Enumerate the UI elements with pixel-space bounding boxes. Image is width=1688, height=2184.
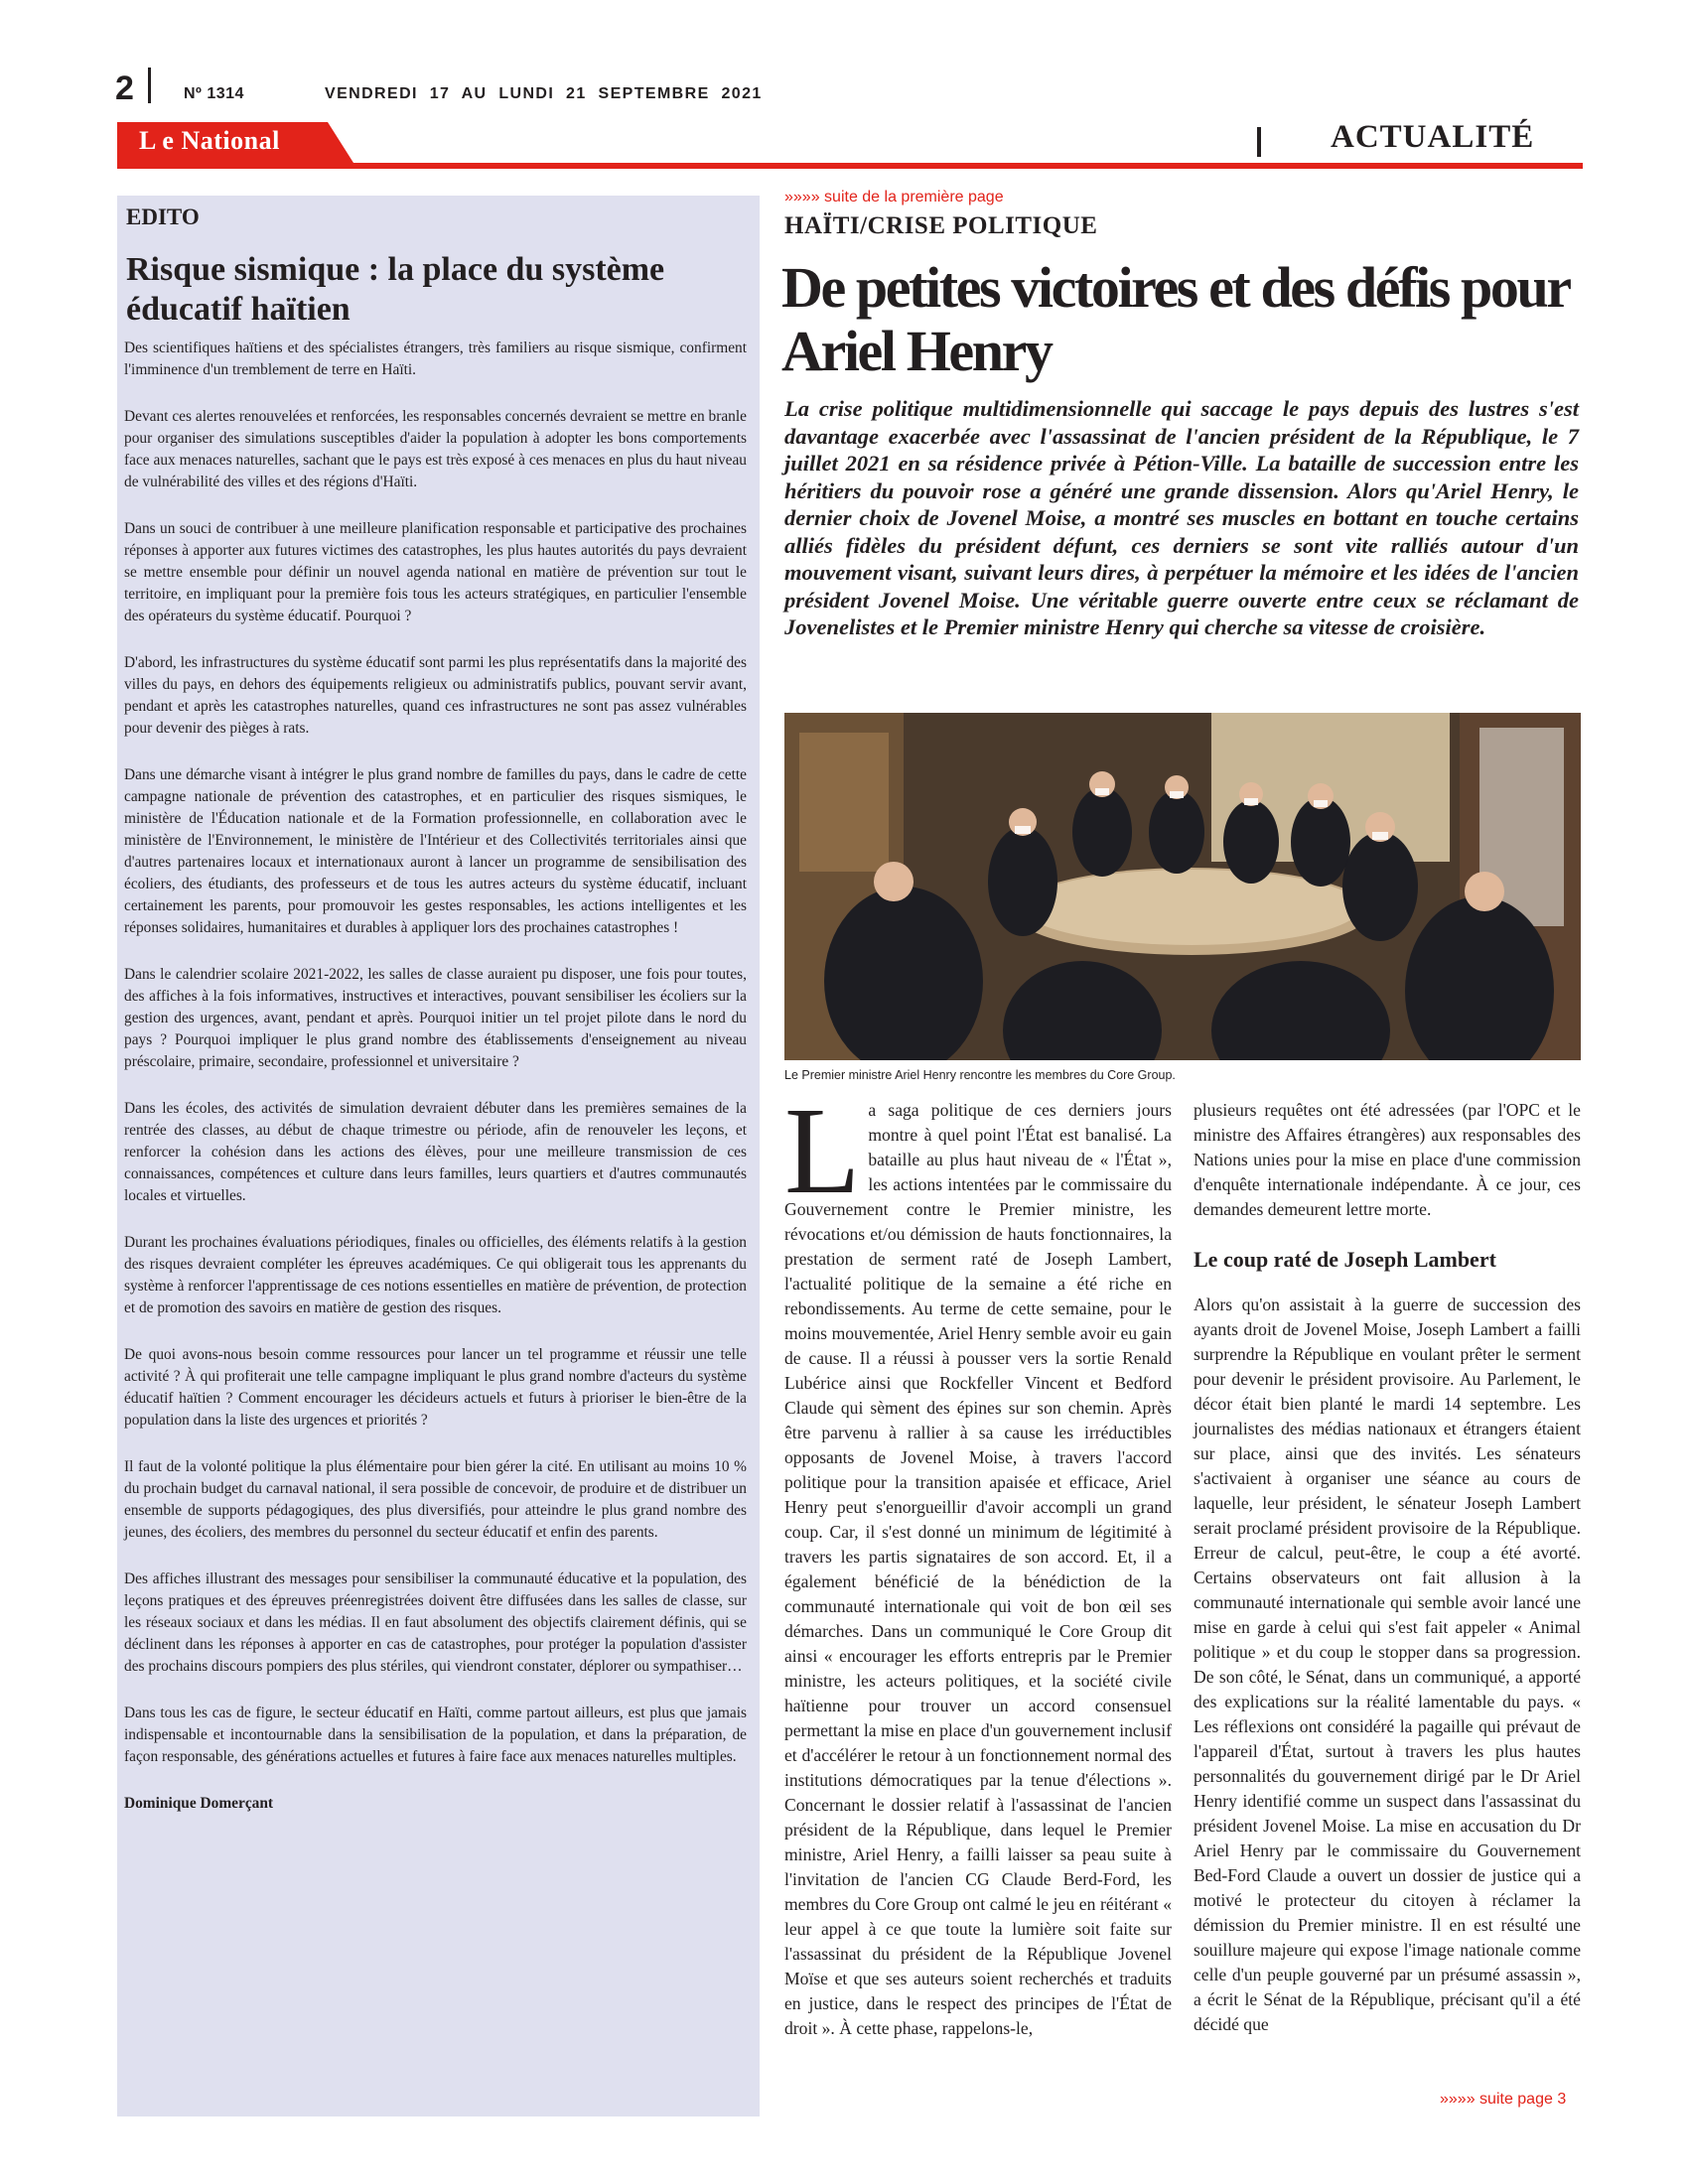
edito-paragraph: Il faut de la volonté politique la plus élémentaire pour bien gérer la cité. En utilisant au moins 10 % du prochain budget du carnaval national, il sera possible de concevoir, de produire et de distribuer un ensemble de supports pédagogiques, des plus diversifiés, pour atteindre le plus grand nombre des jeunes, des écoliers, des membres du personnel du secteur éducatif et enfin des parents. (124, 1458, 747, 1541)
edito-author: Dominique Domerçant (124, 1795, 274, 1812)
section-title: ACTUALITÉ (1331, 119, 1535, 155)
edito-paragraph: Devant ces alertes renouvelées et renforcées, les responsables concernés devraient se mettre en branle pour organiser des simulations susceptibles d'aider la population à adopter les bons comportements face aux menaces naturelles, sachant que le pays est très exposé à ces menaces en plus du haut niveau de vulnérabilité des villes et des régions d'Haïti. (124, 408, 747, 490)
photo-caption: Le Premier ministre Ariel Henry rencontre les membres du Core Group. (784, 1068, 1176, 1082)
article-column-2 (1194, 1098, 1581, 2037)
article-body-2: plusieurs requêtes ont été adressées (par l'OPC et le ministre des Affaires étrangères) aux responsables des Nations unies pour la mise en place d'une commission d'enquête internationale indépendante. À ce jour, ces demandes demeurent lettre morte. (1194, 1100, 1581, 1219)
article-body-1 (784, 1083, 1172, 2041)
newspaper-brand: L e National (139, 126, 280, 155)
edito-paragraph: Des affiches illustrant des messages pour sensibiliser la communauté éducative et la population, des leçons pratiques et des épreuves préenregistrées doivent être diffusées dans les salles de classe, sur les réseaux sociaux et dans les médias. Il en faut absolument des objectifs clairement définis, qui se déclinent dans les réponses à apporter en cas de catastrophes, pour protéger la population d'assister des prochains discours pompiers des plus stériles, qui viendront constater, déplorer ou sympathiser… (124, 1570, 747, 1675)
article-photo (784, 713, 1581, 1060)
edito-paragraph: De quoi avons-nous besoin comme ressources pour lancer un tel programme et réussir une telle activité ? À qui profiterait une telle campagne impliquant le plus grand nombre d'acteurs du système éducatif haïtien ? Comment encourager les décideurs actuels et futurs à prioriser le bien-être de la population dans la liste des urgences et priorités ? (124, 1346, 747, 1429)
continued-from-label: »»»» suite de la première page (784, 189, 1004, 205)
edito-paragraph: Des scientifiques haïtiens et des spécialistes étrangers, très familiers au risque sismique, confirment l'imminence d'un tremblement de terre en Haïti. (124, 340, 747, 378)
section-divider (1257, 127, 1261, 157)
article-column-1 (784, 1083, 1172, 2041)
issue-date: VENDREDI 17 AU LUNDI 21 SEPTEMBRE 2021 (325, 85, 763, 102)
edito-paragraph: Dans un souci de contribuer à une meilleure planification responsable et participative des prochaines réponses à apporter aux futures victimes des catastrophes, les plus hautes autorités du pays devraient se mettre ensemble pour définir un nouvel agenda national en matière de prévention sur tout le territoire, en impliquant pour la première fois tous les acteurs stratégiques, en particulier l'ensemble des opérateurs du système éducatif. Pourquoi ? (124, 520, 747, 624)
edito-paragraph: Dans tous les cas de figure, le secteur éducatif en Haïti, comme partout ailleurs, est plus que jamais indispensable et incontournable dans la sensibilisation de la population, et dans la préparation, de façon responsable, des générations actuelles et futures à faire face aux menaces naturelles multiples. (124, 1705, 747, 1765)
edito-title: Risque sismique : la place du système éducatif haïtien (126, 251, 665, 328)
article-lead: La crise politique multidimensionnelle qui saccage le pays depuis des lustres s'est davantage exacerbée avec l'assassinat de l'ancien président de la République, le 7 juillet 2021 en sa résidence privée à Pétion-Ville. La bataille de succession entre les héritiers du pouvoir rose a généré une grande dissension. Alors qu'Ariel Henry, le dernier choix de Jovenel Moise, a montré ses muscles en bottant en touche certains alliés fidèles du président défunt, ces derniers se sont vite ralliés autour d'un mouvement visant, suivant leurs dires, à perpétuer la mémoire et les idées de l'ancien président Jovenel Moise. Une véritable guerre ouverte entre ceux se réclamant de Jovenelistes et le Premier ministre Henry qui cherche sa vitesse de croisière. (784, 396, 1579, 639)
article-body-3: Alors qu'on assistait à la guerre de succession des ayants droit de Jovenel Moise, Joseph Lambert a failli surprendre la République en voulant prêter le serment pour devenir le président provisoire. Au Parlement, le décor était bien planté le mardi 14 septembre. Les journalistes des médias nationaux et étrangers étaient sur place, ainsi que des invités. Les sénateurs s'activaient à organiser une séance au cours de laquelle, leur président, le sénateur Joseph Lambert serait proclamé président provisoire de la République. Erreur de calcul, peut-être, le coup a été avorté. Certains observateurs ont fait allusion à la communauté internationale qui semble avoir lancé une mise en garde à celui qui s'est fait appeler « Animal politique » et du coup le stopper dans sa progression. De son côté, le Sénat, dans un communiqué, a apporté des explications sur la réalité lamentable du pays. « Les réflexions ont considéré la pagaille qui prévaut de l'appareil d'État, surtout à travers les plus hautes personnalités du gouvernement dirigé par le Dr Ariel Henry identifié comme un suspect dans l'assassinat du président Jovenel Moise. La mise en accusation du Dr Ariel Henry par le commissaire du Gouvernement Bed-Ford Claude a ouvert un dossier de justice qui a motivé le protecteur du citoyen à réclamer la démission du Premier ministre. Il en est résulté une souillure majeure qui expose l'image nationale comme celle d'un peuple gouverné par un présumé assassin », a écrit le Sénat de la République, précisant qu'il a été décidé que (1194, 1295, 1581, 2034)
edito-body (124, 338, 747, 1840)
page-number: 2 (115, 69, 134, 107)
edito-paragraph: Durant les prochaines évaluations périodiques, finales ou officielles, des éléments relatifs à la gestion des risques devraient compléter les épreuves académiques. Ce qui obligerait tous les apprenants du système à renforcer l'apprentissage de ces notions essentielles en matière de prévention, de protection et de promotion des savoirs en matière de gestion des risques. (124, 1234, 747, 1316)
edito-paragraph: D'abord, les infrastructures du système éducatif sont parmi les plus représentatifs dans la majorité des villes du pays, en dehors des équipements religieux ou administratifs publics, pouvant servir avant, pendant et après les catastrophes naturelles, quand ces infrastructures ne sont pas assez vulnérables pour devenir des pièges à rats. (124, 654, 747, 737)
article-subhead: Le coup raté de Joseph Lambert (1194, 1247, 1496, 1272)
issue-number: Nº 1314 (184, 85, 244, 102)
edito-paragraph: Dans une démarche visant à intégrer le plus grand nombre de familles du pays, dans le cadre de cette campagne nationale de prévention des catastrophes, et en particulier des risques sismiques, le ministère de l'Éducation nationale et de la Formation professionnelle, en collaboration avec le ministère de l'Environnement, le ministère de l'Intérieur et des Collectivités territoriales ainsi que d'autres partenaires locaux et internationaux auront à lancer un programme de sensibilisation des écoliers, des étudiants, des professeurs et de tous les autres acteurs du système éducatif, incluant certainement les parents, pour promouvoir les gestes responsables, les actions intelligentes et les réponses solidaires, humanitaires et durables à appliquer lors des prochaines catastrophes ! (124, 766, 747, 936)
article-kicker: HAÏTI/CRISE POLITIQUE (784, 212, 1098, 239)
edito-paragraph: Dans le calendrier scolaire 2021-2022, les salles de classe auraient pu disposer, une fois pour toutes, des affiches à la fois informatives, instructives et interactives, pouvant sensibiliser les écoliers sur la gestion des urgences, avant, pendant et après. Pourquoi initier un tel projet pilote dans le nord du pays ? Pourquoi impliquer le plus grand nombre des établissements d'enseignement au niveau préscolaire, primaire, secondaire, professionnel et universitaire ? (124, 966, 747, 1070)
article-headline: De petites victoires et des défis pour Ariel Henry (781, 255, 1569, 383)
header-red-rule (117, 163, 1583, 169)
page-number-divider (148, 68, 151, 103)
article-body-1-text: a saga politique de ces derniers jours montre à quel point l'État est banalisé. La bataille au plus haut niveau de « l'État », les actions intentées par le commissaire du Gouvernement contre le Premier ministre, les révocations et/ou démission de hauts fonctionnaires, la prestation de serment raté de Joseph Lambert, l'actualité politique de la semaine a été riche en rebondissements. Au terme de cette semaine, pour le moins mouvementée, Ariel Henry semble avoir eu gain de cause. Il a réussi à pousser vers la sortie Renald Lubérice ainsi que Rockfeller Vincent et Bedford Claude qui sèment des épines sur son chemin. Après être parvenu à rallier à sa cause les irréductibles opposants de Jovenel Moise, à travers l'accord politique pour la transition apaisée et efficace, Ariel Henry peut s'enorgueillir d'avoir accompli un grand coup. Car, il s'est donné un minimum de légitimité à travers les partis signataires de son accord. Et, il a également bénéficié de la bénédiction de la communauté internationale qui voit de bon œil ses démarches. Dans un communiqué le Core Group dit ainsi « encourager les efforts entrepris par le Premier ministre, les acteurs politiques, et la société civile haïtienne pour trouver un accord consensuel permettant la mise en place d'un gouvernement inclusif et d'accélérer le retour à un fonctionnement normal des institutions démocratiques par la tenue d'élections ». Concernant le dossier relatif à l'assassinat de l'ancien président de la République, dans lequel le Premier ministre, Ariel Henry, a failli laisser sa peau suite à l'invitation de l'ancien CG Claude Berd-Ford, les membres du Core Group ont calmé le jeu en réitérant « leur appel à ce que toute la lumière soit faite sur l'assassinat du président de la République Jovenel Moïse et que ses auteurs soient recherchés et traduits en justice, dans le respect des principes de l'État de droit ». À cette phase, rappelons-le, (784, 1100, 1172, 2038)
edito-label: EDITO (126, 205, 200, 229)
continued-to-label: »»»» suite page 3 (1440, 2091, 1567, 2108)
edito-paragraph: Dans les écoles, des activités de simulation devraient débuter dans les premières semaines de la rentrée des classes, au début de chaque trimestre ou période, afin de renouveler les leçons, et renforcer la cohésion dans les actions des élèves, pour une meilleure transmission de ces connaissances, compétences et culture dans leurs familles, leurs quartiers et d'autres communautés locales et virtuelles. (124, 1100, 747, 1204)
drop-cap: L (784, 1083, 861, 1220)
